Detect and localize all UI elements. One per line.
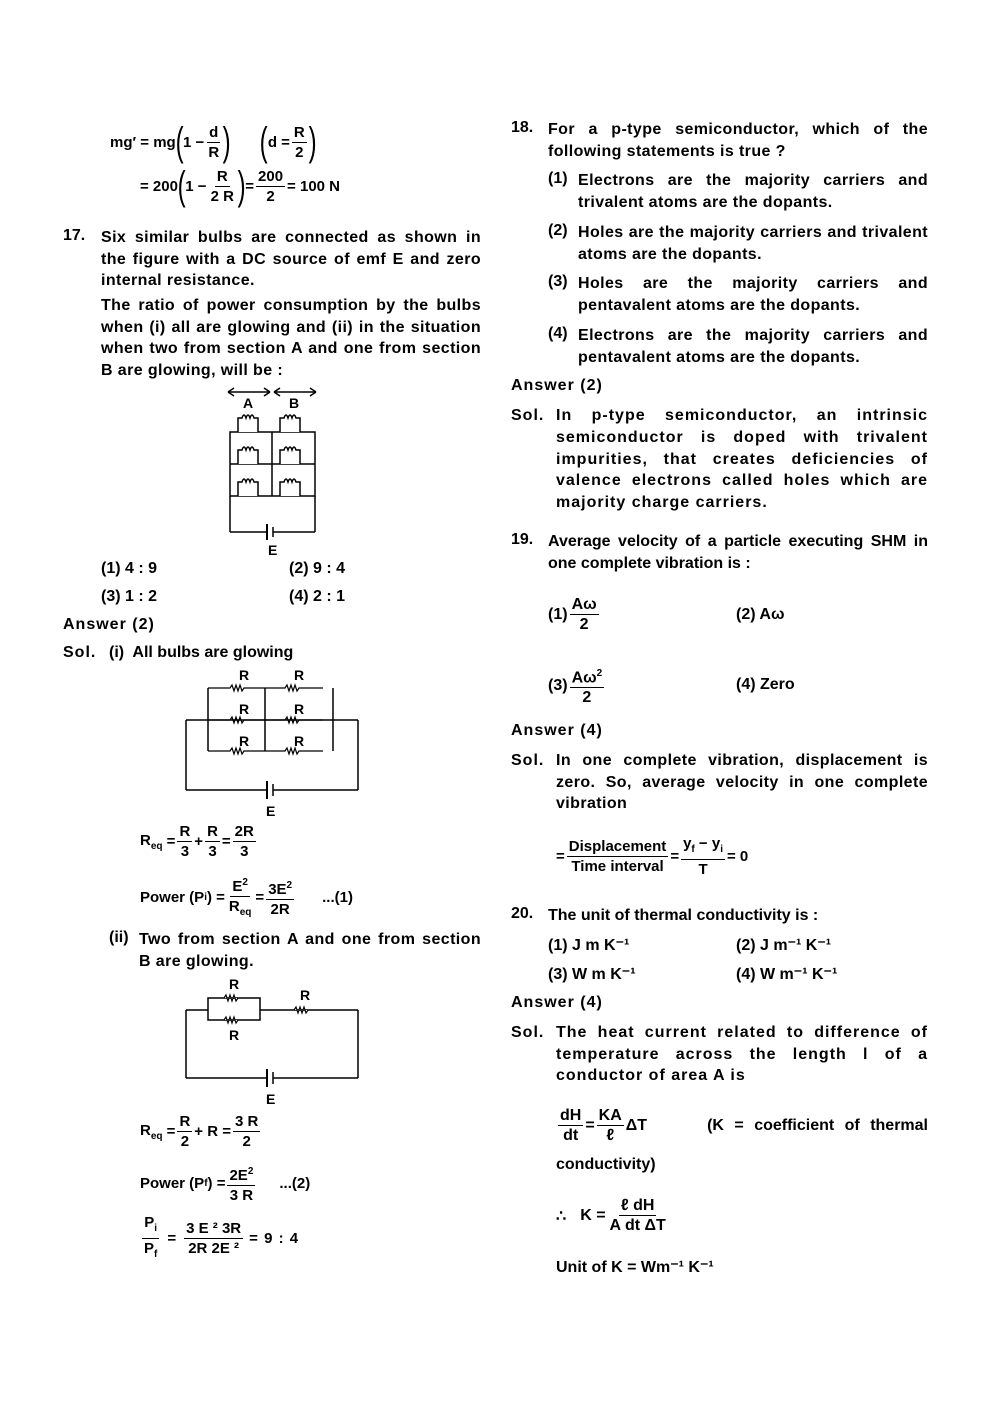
symbol: R (140, 1121, 151, 1139)
option-4[interactable]: Electrons are the majority carriers and pentavalent atoms are the dopants. (578, 327, 928, 366)
option-1[interactable]: Electrons are the majority carriers and trivalent atoms are the dopants. (578, 172, 928, 211)
numerator: 3 R (234, 1113, 259, 1130)
answer: Answer (2) (63, 616, 155, 633)
option-4[interactable]: (4) W m⁻¹ K⁻¹ (736, 966, 838, 983)
option-3[interactable]: (3) W m K⁻¹ (548, 966, 636, 983)
denominator: 2 R (210, 187, 234, 205)
option-3[interactable]: Holes are the majority carriers and pentavalent atoms are the dopants. (578, 275, 928, 314)
symbol: P (144, 1214, 155, 1231)
eq-text: Power (P (140, 889, 205, 906)
symbol: P (144, 1240, 155, 1257)
equation-req-1: $R_{eq}$ = $\frac{R}{3}$ + $\frac{R}{3}$ = $\frac{2R}{3}$ (140, 823, 254, 860)
answer: Answer (2) (511, 377, 603, 394)
superscript: 2 (242, 877, 248, 888)
equation-mg-prime (110, 122, 316, 162)
paren: ( (177, 164, 186, 208)
fraction (233, 1112, 260, 1151)
symbol: 2E (229, 1167, 248, 1184)
eq-text: 1 − (183, 133, 205, 151)
answer: Answer (4) (511, 994, 603, 1011)
question-text: The unit of thermal conductivity is : (548, 907, 819, 924)
numerator: Aω (571, 596, 597, 613)
therefore-symbol: ∴ (556, 1207, 567, 1225)
eq-note: (K = coefficient of thermal (707, 1116, 928, 1134)
numerator: 2R (234, 823, 254, 840)
resistor-label: R (239, 667, 250, 683)
numerator (227, 1162, 255, 1186)
subscript: i (204, 892, 207, 903)
option-4[interactable]: (4) 2 : 1 (289, 588, 346, 605)
bulb-icon (238, 415, 258, 432)
numerator: R (216, 167, 228, 185)
solution-label: Sol. (511, 752, 545, 769)
eq-text: + R = (194, 1123, 231, 1140)
paren: ) (308, 120, 317, 164)
eq-text: ΔT (625, 1116, 648, 1134)
equation-result (140, 166, 340, 206)
solution-label: Sol. (511, 1024, 545, 1041)
equation-tag: ...(2) (279, 1175, 311, 1192)
eq-text: = 100 N (287, 177, 341, 195)
fraction (597, 1106, 624, 1145)
eq-text: mg′ = mg (110, 133, 176, 151)
denominator: A dt ΔT (609, 1217, 666, 1234)
option-number[interactable]: (4) (548, 325, 568, 342)
fraction (227, 1162, 255, 1205)
option-number[interactable]: (2) (548, 222, 568, 239)
solution-text: In one complete vibration, displacement is zero. So, average velocity in one complete vibration (556, 752, 928, 812)
option-4[interactable]: (4) Zero (736, 676, 795, 693)
option-number[interactable]: (1) (548, 170, 568, 187)
denominator: 2 (266, 187, 275, 205)
question-text: The ratio of power consumption by the bulbs when (i) all are glowing and (ii) in the situation when two from section A and one from section B are glowing, will be : (101, 297, 481, 379)
numerator: R (293, 123, 305, 141)
eq-text (140, 1122, 163, 1142)
superscript: 2 (247, 1166, 254, 1177)
fraction (292, 123, 307, 162)
fraction (209, 167, 236, 206)
numerator (681, 834, 725, 860)
option-3[interactable] (548, 664, 606, 707)
eq-text: = (255, 889, 265, 906)
solution-step: Two from section A and one from section B are glowing. (139, 931, 481, 970)
numerator (142, 1213, 159, 1239)
equation-ratio (140, 1213, 299, 1264)
equation-average-velocity (556, 834, 748, 879)
eq-text: = (221, 833, 231, 850)
fraction (177, 1112, 192, 1151)
subscript: eq (150, 840, 163, 852)
paren: ( (260, 120, 269, 164)
eq-text (140, 832, 163, 852)
fraction (570, 595, 599, 634)
fraction (184, 1219, 243, 1258)
numerator (266, 876, 294, 900)
symbol: y (683, 835, 692, 852)
resistor-label: R (239, 733, 250, 749)
eq-text: = (585, 1116, 595, 1134)
option-number: (3) (548, 676, 568, 694)
denominator: dt (563, 1127, 579, 1144)
solution-text: The heat current related to difference of temperature across the length l of a conductor of area A is (556, 1024, 928, 1084)
numerator: 3 E ² 3R (186, 1220, 242, 1237)
eq-text: = 0 (726, 848, 749, 865)
fraction (266, 876, 294, 919)
option-1[interactable]: (1) J m K⁻¹ (548, 937, 630, 954)
equation-power-i (140, 873, 353, 922)
resistor-label: R (229, 976, 240, 992)
eq-text: = (556, 848, 565, 865)
numerator: 200 (258, 167, 284, 185)
label-e: E (266, 803, 276, 819)
resistor-label: R (229, 1027, 240, 1043)
eq-text: ) = (206, 889, 225, 906)
resistor-label: R (294, 733, 305, 749)
denominator: 2 (180, 1133, 190, 1150)
subscript: f (691, 844, 695, 855)
denominator: 3 (208, 843, 217, 860)
symbol: Aω (571, 669, 597, 687)
fraction (205, 822, 220, 861)
fraction (558, 1106, 583, 1145)
resistor-circuit-partial (180, 974, 365, 1106)
paren: ) (237, 164, 246, 208)
denominator: 2R (270, 901, 290, 918)
answer: Answer (4) (511, 722, 603, 739)
resistor-circuit-all (180, 664, 365, 822)
subscript: f (154, 1249, 158, 1260)
fraction (570, 664, 605, 707)
numerator: R (179, 823, 191, 840)
superscript: 2 (286, 880, 293, 891)
numerator: d (209, 123, 219, 141)
eq-text: 1 − (185, 177, 207, 195)
symbol: R (140, 831, 151, 849)
fraction (256, 167, 285, 206)
option-1[interactable]: (1) 4 : 9 (101, 560, 158, 577)
denominator: 3 R (229, 1187, 254, 1204)
denominator: Time interval (571, 858, 664, 875)
symbol: − y (694, 835, 721, 852)
equation-req-2: $R_{eq}$ = $\frac{R}{2}$ + R = $\frac{3 R}{2}$ (140, 1113, 259, 1150)
numerator: R (207, 823, 218, 840)
equation-power-f (140, 1162, 310, 1205)
solution-label: Sol. (511, 407, 545, 424)
eq-text: = (670, 848, 680, 865)
question-text: For a p-type semiconductor, which of the following statements is true ? (548, 121, 928, 160)
option-2[interactable]: (2) J m⁻¹ K⁻¹ (736, 937, 832, 954)
eq-text: d = (267, 133, 290, 151)
numerator (570, 664, 605, 688)
subscript: f (204, 1178, 208, 1189)
solution-label: Sol. (63, 644, 97, 661)
symbol: R (228, 898, 240, 915)
subscript: eq (239, 907, 252, 918)
numerator: ℓ dH (620, 1197, 655, 1214)
numerator: R (179, 1113, 191, 1130)
eq-text: = 9 : 4 (249, 1230, 300, 1247)
symbol: E (232, 878, 243, 895)
denominator: 2R 2E ² (188, 1240, 240, 1257)
fraction (142, 1213, 159, 1264)
bulb-circuit-diagram (220, 382, 330, 560)
label-e: E (266, 1091, 276, 1106)
unit-statement: Unit of K = Wm⁻¹ K⁻¹ (556, 1259, 714, 1276)
solution-step-label: (ii) (109, 929, 129, 946)
subscript: eq (150, 1130, 163, 1142)
resistor-label: R (294, 667, 305, 683)
question-number: 17. (63, 227, 86, 244)
resistor-label: R (300, 987, 311, 1003)
fraction (177, 822, 192, 861)
equation-tag: ...(1) (322, 889, 353, 906)
eq-text: + (194, 833, 204, 850)
denominator (142, 1239, 159, 1264)
denominator: 2 (242, 1133, 251, 1150)
question-number: 18. (511, 119, 534, 136)
question-text: Average velocity of a particle executing SHM in one complete vibration is : (548, 533, 928, 572)
option-number: (1) (548, 605, 568, 623)
denominator: R (208, 143, 220, 161)
option-2[interactable]: (2) Aω (736, 606, 785, 623)
solution-step: (i) All bulbs are glowing (109, 644, 294, 661)
equation-k (556, 1196, 670, 1235)
equation-heat-current (556, 1106, 928, 1145)
denominator: 3 (240, 843, 249, 860)
resistor-label: R (294, 701, 305, 717)
option-2[interactable]: Holes are the majority carriers and trivalent atoms are the dopants. (578, 224, 928, 263)
denominator: 2 (295, 143, 304, 161)
paren: ) (222, 120, 231, 164)
fraction (227, 873, 254, 922)
eq-note-continued: conductivity) (556, 1156, 656, 1173)
numerator: KA (598, 1107, 622, 1124)
fraction (206, 123, 221, 162)
question-number: 20. (511, 905, 534, 922)
subscript: i (720, 844, 723, 855)
eq-text: = 200 (140, 177, 178, 195)
numerator: Displacement (568, 838, 667, 855)
subscript: i (154, 1223, 158, 1234)
denominator: 2 (582, 689, 592, 707)
denominator: 2 (579, 616, 589, 633)
label-e: E (268, 542, 278, 558)
eq-text: = (167, 1230, 177, 1247)
option-number[interactable]: (3) (548, 273, 568, 290)
option-1[interactable] (548, 595, 601, 634)
symbol: 3E (268, 881, 287, 898)
eq-text: K = (580, 1206, 606, 1224)
eq-text: = (245, 177, 255, 195)
fraction (608, 1196, 668, 1235)
superscript: 2 (596, 668, 603, 679)
fraction (567, 837, 669, 876)
denominator: ℓ (606, 1127, 615, 1144)
question-text: Six similar bulbs are connected as shown in the figure with a DC source of emf E and zero internal resistance. (101, 229, 481, 289)
numerator: dH (560, 1107, 582, 1124)
resistor-label: R (239, 701, 250, 717)
denominator: 3 (180, 843, 190, 860)
paren: ( (175, 120, 184, 164)
option-2[interactable]: (2) 9 : 4 (289, 560, 346, 577)
denominator (227, 897, 254, 922)
question-number: 19. (511, 531, 534, 548)
fraction (233, 822, 256, 861)
solution-text: In p-type semiconductor, an intrinsic semiconductor is doped with trivalent impurities, that creates deficiencies of valence electrons called holes which are majority charge carriers. (556, 407, 928, 512)
numerator (230, 873, 250, 897)
label-a: A (243, 395, 254, 411)
label-b: B (289, 395, 300, 411)
fraction (681, 834, 725, 879)
eq-text: Power (P (140, 1175, 205, 1192)
denominator: T (698, 861, 708, 878)
eq-text: ) = (207, 1175, 226, 1192)
option-3[interactable]: (3) 1 : 2 (101, 588, 158, 605)
